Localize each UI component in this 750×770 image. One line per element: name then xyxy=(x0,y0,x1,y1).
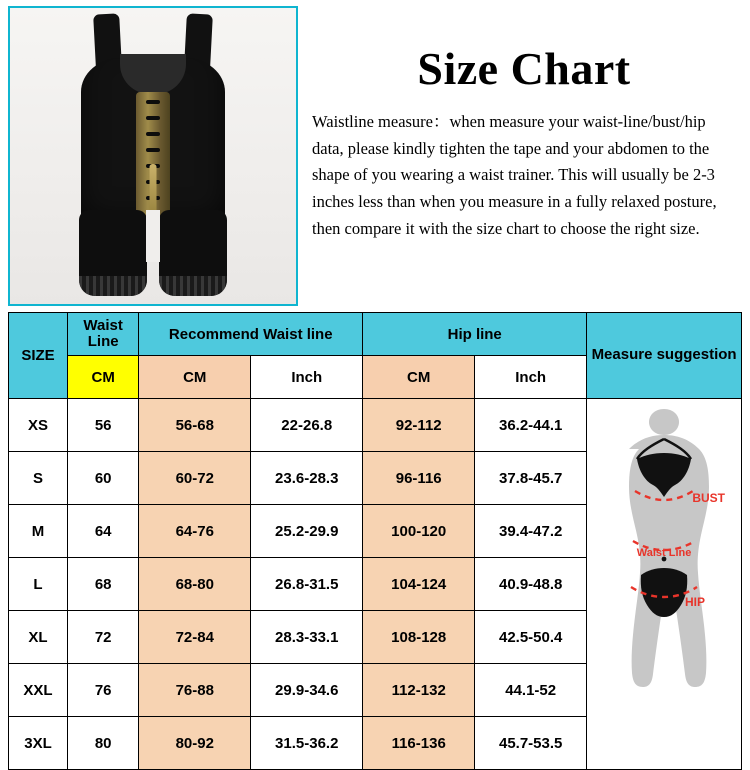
top-section xyxy=(0,0,750,310)
figure-label-bust: BUST xyxy=(692,491,725,505)
cell-waist-cm: 80 xyxy=(68,717,139,770)
cell-hip-cm: 112-132 xyxy=(363,664,475,717)
unit-rec-cm: CM xyxy=(139,356,251,399)
cell-hip-cm: 92-112 xyxy=(363,399,475,452)
garment-hook xyxy=(146,116,160,120)
cell-rec-cm: 64-76 xyxy=(139,505,251,558)
cell-rec-cm: 68-80 xyxy=(139,558,251,611)
header-size: SIZE xyxy=(9,313,68,399)
page-title: Size Chart xyxy=(417,43,631,94)
cell-waist-cm: 56 xyxy=(68,399,139,452)
shapewear-garment-illustration xyxy=(69,14,237,298)
cell-rec-cm: 80-92 xyxy=(139,717,251,770)
cell-size: S xyxy=(9,452,68,505)
measure-description: Waistline measure：when measure your waist-line/bust/hip data, please kindly tighten the tape and your abdomen to the shape of you wearing a waist trainer. This will usually be 2-3 inches less than when you measure in a fully relaxed posture, then compare it with the size chart to choose the right size. xyxy=(312,112,717,238)
garment-leg-right xyxy=(159,210,227,296)
female-body-figure xyxy=(587,399,741,769)
cell-rec-inch: 31.5-36.2 xyxy=(251,717,363,770)
cell-size: XS xyxy=(9,399,68,452)
garment-shorts xyxy=(77,210,229,298)
product-photo xyxy=(8,6,298,306)
garment-leg-left xyxy=(79,210,147,296)
garment-lace-hem xyxy=(79,276,147,296)
cell-hip-inch: 45.7-53.5 xyxy=(475,717,587,770)
cell-size: M xyxy=(9,505,68,558)
cell-hip-cm: 96-116 xyxy=(363,452,475,505)
unit-waist-cm: CM xyxy=(68,356,139,399)
cell-hip-inch: 37.8-45.7 xyxy=(475,452,587,505)
cell-hip-cm: 116-136 xyxy=(363,717,475,770)
cell-hip-inch: 44.1-52 xyxy=(475,664,587,717)
cell-hip-inch: 36.2-44.1 xyxy=(475,399,587,452)
cell-rec-inch: 25.2-29.9 xyxy=(251,505,363,558)
cell-rec-inch: 29.9-34.6 xyxy=(251,664,363,717)
cell-size: XXL xyxy=(9,664,68,717)
cell-rec-inch: 23.6-28.3 xyxy=(251,452,363,505)
cell-waist-cm: 60 xyxy=(68,452,139,505)
unit-hip-cm: CM xyxy=(363,356,475,399)
cell-size: XL xyxy=(9,611,68,664)
cell-hip-inch: 42.5-50.4 xyxy=(475,611,587,664)
measure-figure-cell xyxy=(587,399,742,770)
header-waist-line: Waist Line xyxy=(68,313,139,356)
garment-lace-hem xyxy=(159,276,227,296)
garment-hook xyxy=(146,100,160,104)
cell-rec-cm: 56-68 xyxy=(139,399,251,452)
cell-rec-cm: 76-88 xyxy=(139,664,251,717)
cell-waist-cm: 64 xyxy=(68,505,139,558)
header-hip-line: Hip line xyxy=(363,313,587,356)
garment-leg-gap xyxy=(146,210,160,262)
garment-hook xyxy=(146,148,160,152)
cell-hip-inch: 39.4-47.2 xyxy=(475,505,587,558)
header-measure-suggestion: Measure suggestion xyxy=(587,313,742,399)
figure-label-waist: Waist Line xyxy=(636,547,692,559)
header-recommend-waist-line: Recommend Waist line xyxy=(139,313,363,356)
cell-rec-cm: 72-84 xyxy=(139,611,251,664)
cell-size: 3XL xyxy=(9,717,68,770)
cell-hip-cm: 108-128 xyxy=(363,611,475,664)
cell-rec-inch: 22-26.8 xyxy=(251,399,363,452)
cell-waist-cm: 72 xyxy=(68,611,139,664)
cell-size: L xyxy=(9,558,68,611)
garment-hook xyxy=(146,132,160,136)
cell-hip-inch: 40.9-48.8 xyxy=(475,558,587,611)
unit-rec-inch: Inch xyxy=(251,356,363,399)
table-header-row xyxy=(9,313,742,356)
cell-rec-cm: 60-72 xyxy=(139,452,251,505)
cell-hip-cm: 104-124 xyxy=(363,558,475,611)
header-text-block xyxy=(298,0,750,310)
cell-hip-cm: 100-120 xyxy=(363,505,475,558)
unit-hip-inch: Inch xyxy=(475,356,587,399)
size-chart-table xyxy=(8,312,742,770)
table-row xyxy=(9,399,742,452)
cell-rec-inch: 28.3-33.1 xyxy=(251,611,363,664)
cell-waist-cm: 76 xyxy=(68,664,139,717)
cell-waist-cm: 68 xyxy=(68,558,139,611)
figure-label-hip: HIP xyxy=(684,595,705,609)
cell-rec-inch: 26.8-31.5 xyxy=(251,558,363,611)
